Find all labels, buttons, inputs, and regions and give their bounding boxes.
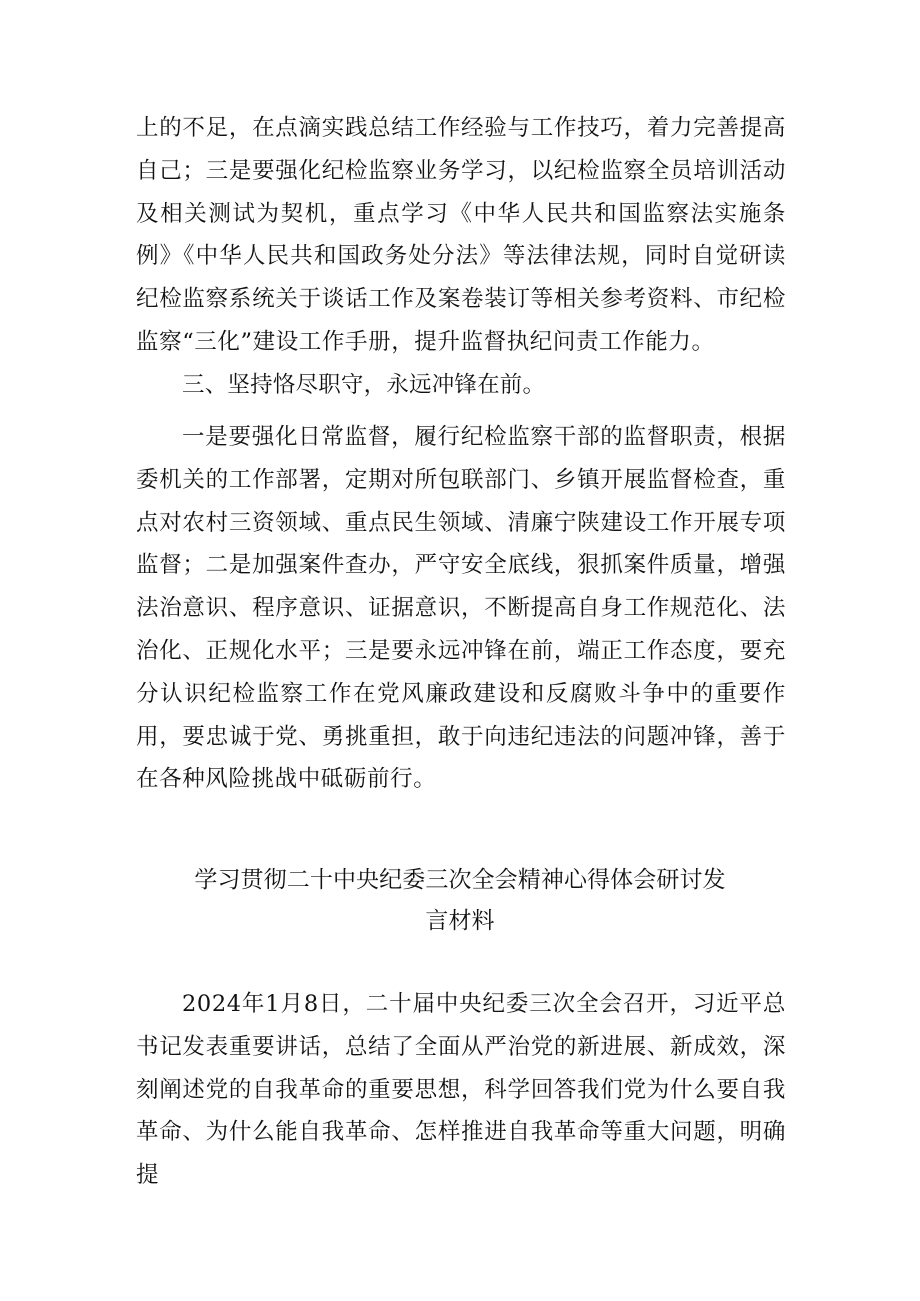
article-paragraph: 2024年1月8日，二十届中央纪委三次全会召开，习近平总书记发表重要讲话，总结了全面从严治党的新进展、新成效，深刻阐述党的自我革命的重要思想，科学回答我们党为什么要自我革命、为什么能自我革命、怎样推进自我革命等重大问题，明确提 [136, 991, 786, 1189]
article-title-line-1: 学习贯彻二十中央纪委三次全会精神心得体会研讨发 [194, 867, 726, 893]
section-paragraph: 一是要强化日常监督，履行纪检监察干部的监督职责，根据委机关的工作部署，定期对所包联部门、乡镇开展监督检查，重点对农村三资领域、重点民生领域、清廉宁陕建设工作开展专项监督；二是加强案件查办，严守安全底线，狠抓案件质量，增强法治意识、程序意识、证据意识，不断提高自身工作规范化、法治化、正规化水平；三是要永远冲锋在前，端正工作态度，要充分认识纪检监察工作在党风廉政建设和反腐败斗争中的重要作用，要忠诚于党、勇挑重担，敢于向违纪违法的问题冲锋，善于在各种风险挑战中砥砺前行。 [136, 424, 786, 793]
continuation-paragraph: 上的不足，在点滴实践总结工作经验与工作技巧，着力完善提高自己；三是要强化纪检监察业务学习，以纪检监察全员培训活动及相关测试为契机，重点学习《中华人民共和国监察法实施条例》《中华人民共和国政务处分法》等法律法规，同时自觉研读纪检监察系统关于谈话工作及案卷装订等相关参考资料、市纪检监察“三化”建设工作手册，提升监督执纪问责工作能力。 [136, 115, 786, 355]
article-title-line-2: 言材料 [425, 908, 495, 934]
article-title [160, 860, 760, 942]
section-heading: 三、坚持恪尽职守，永远冲锋在前。 [182, 372, 546, 398]
